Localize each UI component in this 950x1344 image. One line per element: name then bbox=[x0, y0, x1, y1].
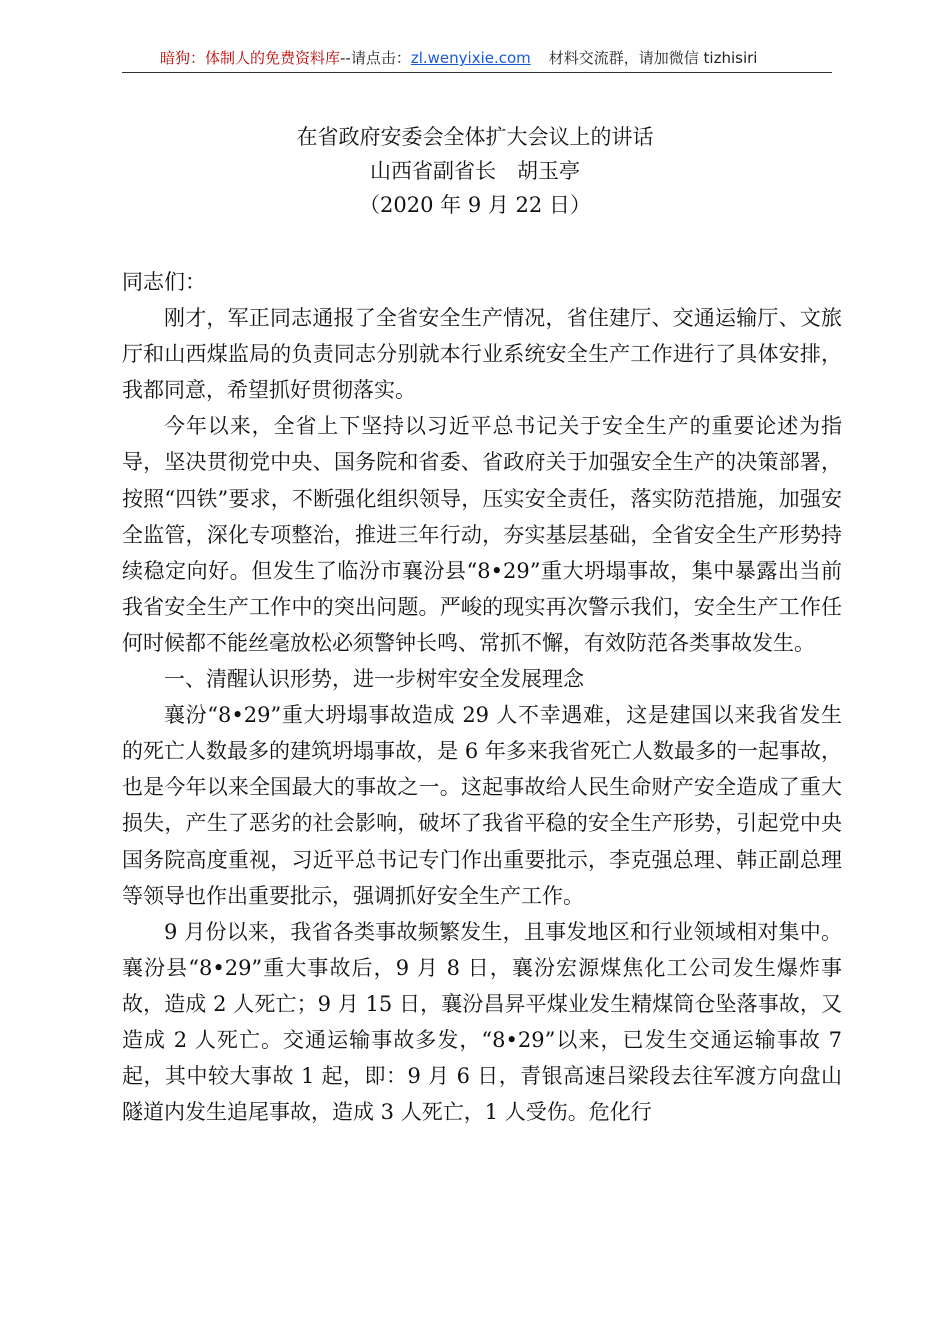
header-brand: 暗狗：体制人的免费资料库 bbox=[160, 49, 341, 67]
document-body bbox=[122, 264, 842, 1130]
paragraph: 刚才，军正同志通报了全省安全生产情况，省住建厅、交通运输厅、文旅厅和山西煤监局的负责同志分别就本行业系统安全生产工作进行了具体安排，我都同意，希望抓好贯彻落实。 bbox=[122, 306, 842, 403]
page-header bbox=[122, 44, 832, 73]
header-link[interactable]: zl.wenyixie.com bbox=[410, 49, 531, 67]
header-group-info: 材料交流群，请加微信 tizhisiri bbox=[548, 49, 758, 67]
date-line: （2020 年 9 月 22 日） bbox=[359, 193, 591, 217]
header-prompt: --请点击： bbox=[340, 49, 411, 67]
paragraph: 今年以来，全省上下坚持以习近平总书记关于安全生产的重要论述为指导，坚决贯彻党中央、国务院和省委、省政府关于加强安全生产的决策部署，按照“四铁”要求，不断强化组织领导，压实安全责任，落实防范措施，加强安全监管，深化专项整治，推进三年行动，夯实基层基础，全省安全生产形势持续稳定向好。但发生了临汾市襄汾县“8•29”重大坍塌事故，集中暴露出当前我省安全生产工作中的突出问题。严峻的现实再次警示我们，安全生产工作任何时候都不能丝毫放松必须警钟长鸣、常抓不懈，有效防范各类事故发生。 bbox=[122, 414, 842, 655]
paragraph: 9 月份以来，我省各类事故频繁发生，且事发地区和行业领域相对集中。襄汾县“8•29”重大事故后，9 月 8 日，襄汾宏源煤焦化工公司发生爆炸事故，造成 2 人死亡；9 月 15 日，襄汾昌昇平煤业发生精煤筒仓坠落事故，又造成 2 人死亡。交通运输事故多发，“8•29”以来，已发生交通运输事故 7 起，其中较大事故 1 起，即：9 月 6 日，青银高速吕梁段去往军渡方向盘山隧道内发生追尾事故，造成 3 人死亡，1 人受伤。危化行 bbox=[122, 919, 842, 1125]
salutation: 同志们： bbox=[122, 270, 206, 294]
title-block bbox=[0, 120, 950, 222]
paragraph: 襄汾“8•29”重大坍塌事故造成 29 人不幸遇难，这是建国以来我省发生的死亡人数最多的建筑坍塌事故，是 6 年多来我省死亡人数最多的一起事故，也是今年以来全国最大的事故之一。这起事故给人民生命财产安全造成了重大损失，产生了恶劣的社会影响，破坏了我省平稳的安全生产形势，引起党中央国务院高度重视，习近平总书记专门作出重要批示，李克强总理、韩正副总理等领导也作出重要批示，强调抓好安全生产工作。 bbox=[122, 703, 842, 908]
speaker-line: 山西省副省长 胡玉亭 bbox=[370, 159, 580, 183]
document-title: 在省政府安委会全体扩大会议上的讲话 bbox=[296, 125, 654, 149]
section-heading: 一、清醒认识形势，进一步树牢安全发展理念 bbox=[164, 667, 584, 692]
